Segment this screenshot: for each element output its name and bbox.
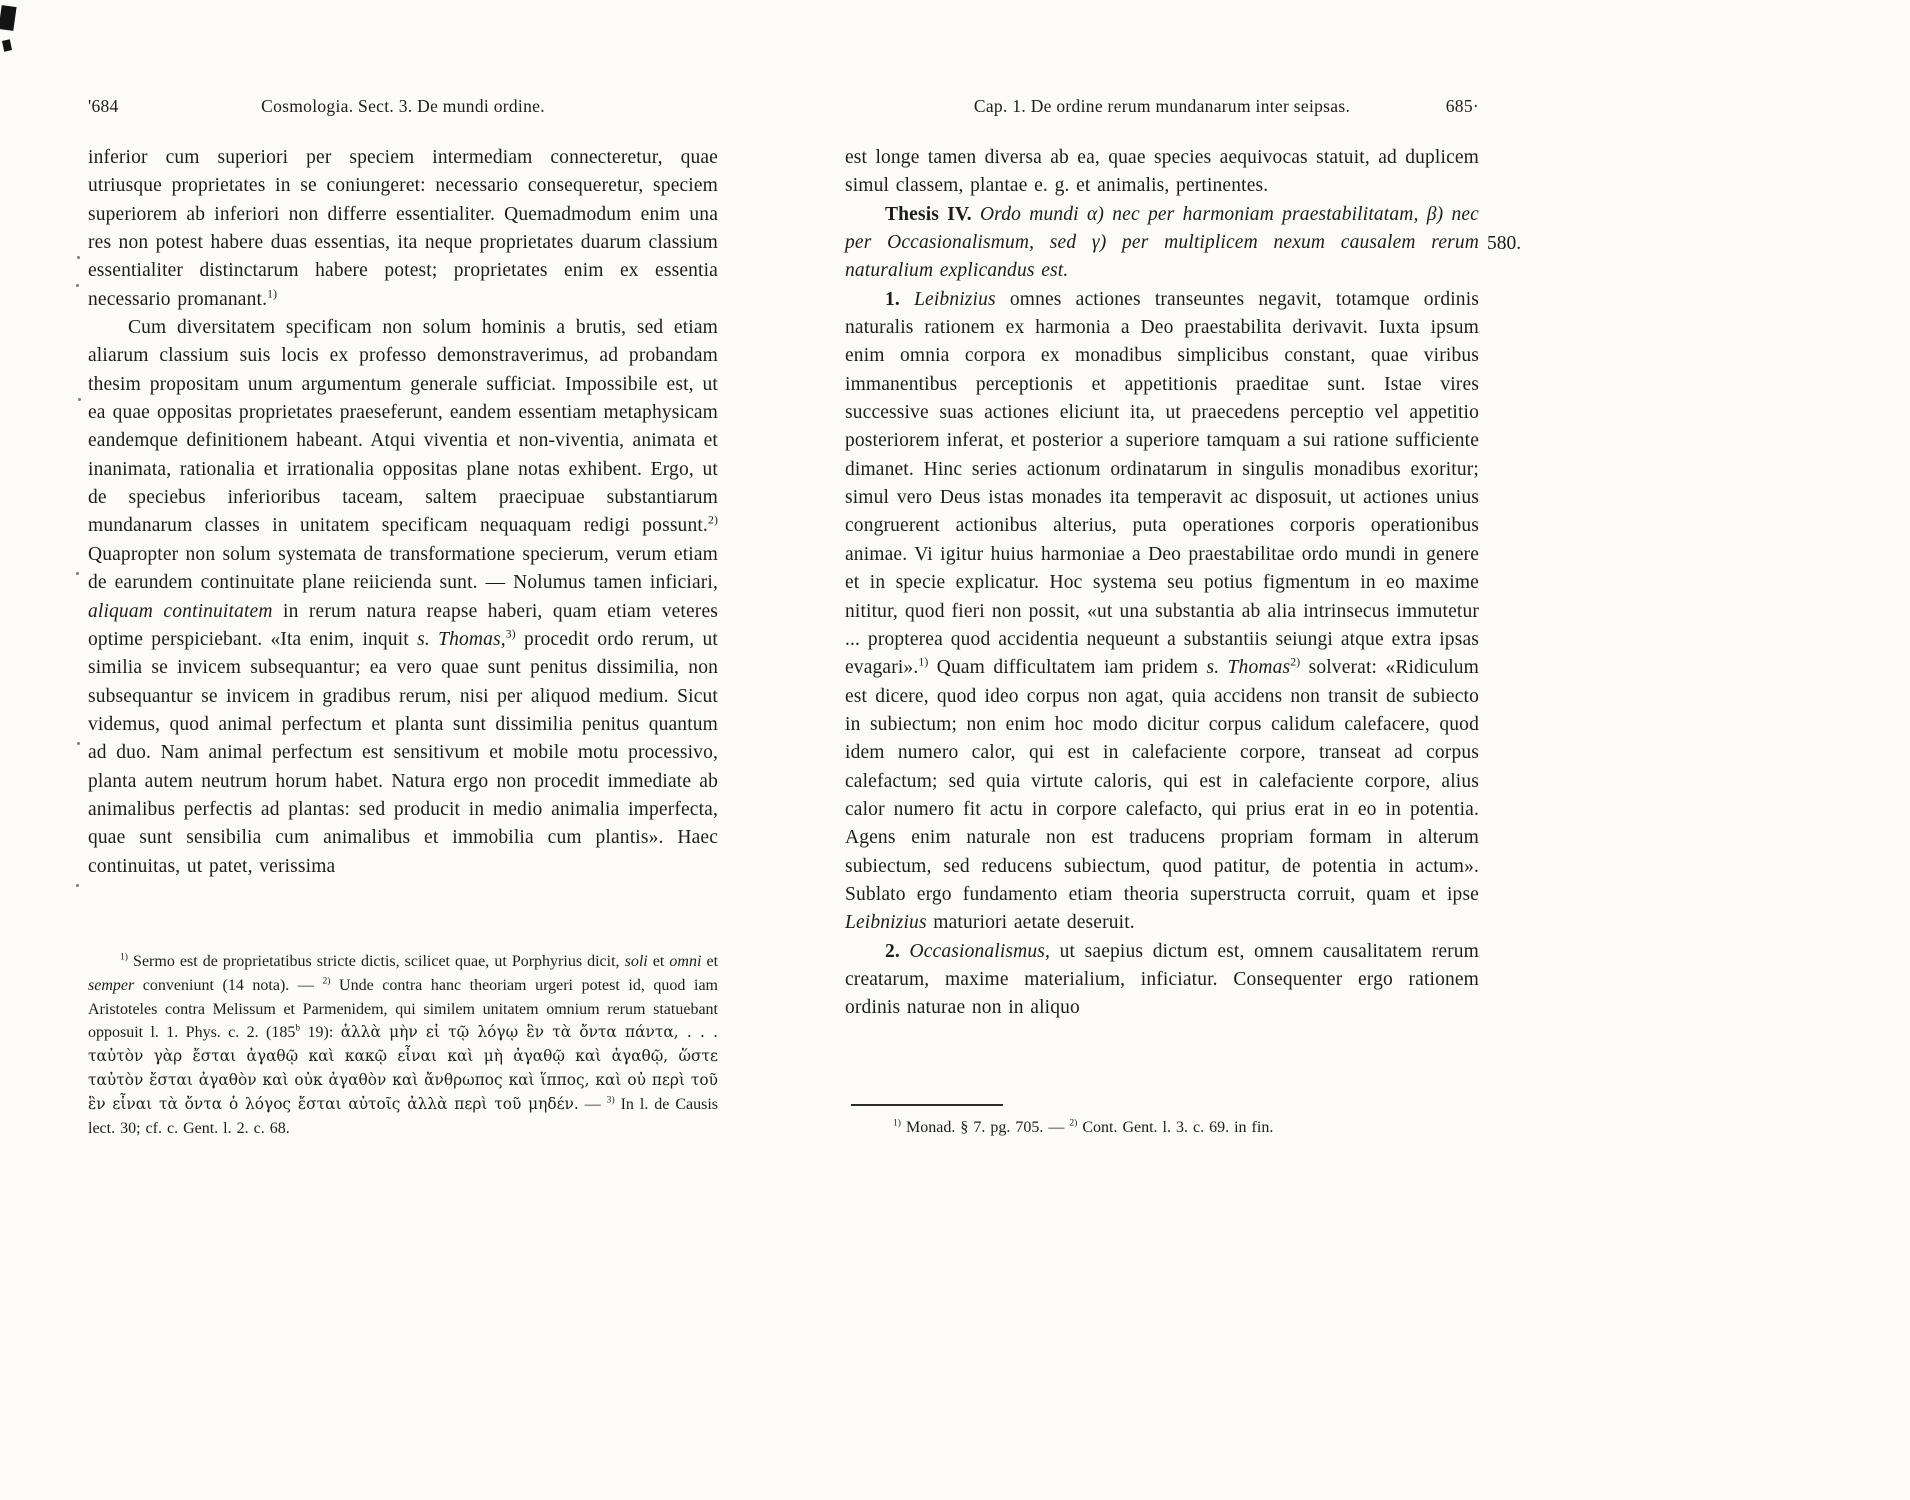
scan-artifact	[2, 39, 12, 51]
text-run: inferior cum superiori per speciem intermediam connecteretur, quae utriusque proprietates in se coniungeret: necessario consequeretur, speciem superiorem ab inferiori non differre essentialiter. Quemadmodum enim una res non potest habere duas essentias, ita neque proprietates duarum classium essentialiter distinctarum habere potest; proprietates enim ex essentia necessario promanant.	[88, 147, 718, 310]
body-text-right	[845, 144, 1479, 1092]
text-run: Cum diversitatem specificam non solum hominis a brutis, sed etiam aliarum classium suis locis ex professo demonstraverimus, ad probandam thesim propositam unum argumentum generale sufficiat. Impossibile est, ut ea quae oppositas proprietates praeseferunt, eandem essentiam metaphysicam eandemque definitionem habeant. Atqui viventia et non-viventia, animata et inanimata, rationalia et irrationalia oppositas plane notas exhibent. Ergo, ut de speciebus inferioribus taceam, saltem praecipuae substantiarum mundanarum classes in unitatem specificam nequaquam redigi possunt.	[88, 317, 718, 537]
text-run: Leibnizius	[845, 912, 927, 934]
text-run: Thesis IV.	[885, 203, 972, 225]
footnote-rule	[851, 1104, 1003, 1106]
text-run: 19):	[300, 1024, 341, 1042]
page-header-left	[88, 96, 718, 126]
scan-speck	[77, 742, 80, 745]
paragraph	[845, 1116, 1479, 1140]
text-run: procedit ordo rerum, ut similia se invicem subsequantur; ea vero quae sunt penitus dissimilia, non subsequantur se invicem in gradibus rerum, nisi per aliquod medium. Sicut videmus, quod animal perfectum et planta sunt dissimilia penitus quantum ad duo. Nam animal perfectum est sensitivum et mobile motu processivo, planta autem neutrum horum habet. Natura ergo non procedit immediate ab animalibus perfectis ad plantas: sed producit in medio animalia imperfecta, quae sunt sensibilia cum animalibus et immobilia cum plantis». Haec continuitas, ut patet, verissima	[88, 628, 718, 877]
scan-speck	[76, 884, 79, 887]
margin-section-number: 580.	[1487, 233, 1522, 254]
paragraph	[845, 286, 1479, 938]
footnote-marker: 2)	[1290, 655, 1301, 669]
scan-artifact	[0, 5, 17, 31]
page-right	[845, 96, 1479, 1140]
text-run: soli	[624, 953, 648, 970]
text-run: —	[578, 1095, 607, 1113]
footnote-marker: 1)	[893, 1117, 901, 1129]
text-run: In l. de Causis lect. 30; cf. c. Gent. l. 2. c. 68.	[88, 1095, 719, 1137]
footnote-marker: b	[295, 1023, 301, 1035]
text-run: omnes actiones transeuntes negavit, totamque ordinis naturalis rationem ex harmonia a Deo praestabilita derivavit. Iuxta ipsum enim omnia corpora ex monadibus simplicibus constant, quae viribus immanentibus perceptionis et appetitionis praeditae sunt. Istae vires successive suas actiones eliciunt ita, ut praecedens perceptio vel appetitio posteriorem inferat, et posterior a superiore tamquam a sui ratione sufficiente dimanet. Hinc series actionum ordinatarum in singulis monadibus exoritur; simul vero Deus istas monades ita temperavit ac disposuit, ut actiones unius congruerent actionibus alterius, puta operationes corporis operationibus animae. Vi igitur huius harmoniae a Deo praestabilitae ordo mundi in genere et in specie explicatur. Hoc systema seu potius figmentum in eo maxime nititur, quod fieri non possit, «ut una substantia ab alia intrinsecus immutetur ... propterea quod accidentia nequeunt a substantiis seiungi atque extra ipsas evagari».	[845, 288, 1480, 679]
text-run: solverat: «Ridiculum est dicere, quod ideo corpus non agat, quia accidens non transit de subiecto in subiectum; non enim hoc modo dicitur corpus calidum calefacere, quod idem numero calor, qui est in calefaciente corpore, transeat ad corpus calefactum; sed quia virtute caloris, qui est in calefaciente corpore, alius calor numero fit actu in corpore calefacto, qui prius erat in eo in potentia. Agens enim naturale non est traducens propriam formam in alterum subiectum, sed reducens subiectum, quod patitur, de potentia in actum». Sublato ergo fundamento etiam theoria superstructa corruit, quam et ipse	[845, 657, 1480, 905]
text-run: s. Thomas,	[417, 628, 506, 650]
text-run: Ordo mundi α) nec per harmoniam praestabilitatam, β) nec per Occasionalismum, sed γ) per multiplicem nexum causalem rerum naturalium explicandus est.	[845, 203, 1479, 282]
footnote-marker: 2)	[1069, 1117, 1078, 1129]
footnotes-left	[88, 950, 718, 1140]
scan-speck	[76, 284, 79, 287]
footnotes-right	[845, 1116, 1479, 1140]
paragraph	[88, 950, 718, 1140]
footnote-marker: 1)	[918, 655, 929, 669]
text-run	[900, 289, 914, 310]
text-run: et	[701, 953, 719, 970]
text-run: est longe tamen diversa ab ea, quae species aequivocas statuit, ad duplicem simul classem, plantae e. g. et animalis, pertinentes.	[845, 147, 1479, 197]
page-number-left: '684	[88, 96, 119, 116]
text-run: Leibnizius	[914, 288, 996, 310]
text-run: in rerum natura reapse haberi, quam etiam veteres optime perspiciebant. «Ita enim, inquit	[88, 600, 718, 650]
footnote-marker: 3)	[505, 627, 516, 641]
text-run: aliquam continuitatem	[88, 600, 273, 622]
text-run: 1.	[885, 288, 900, 310]
scan-speck	[77, 256, 80, 259]
text-run: ἀλλὰ μὴν εἰ τῷ λόγῳ ἓν τὰ ὄντα πάντα, . . . ταὐτὸν γὰρ ἔσται ἀγαθῷ καὶ κακῷ εἶναι καὶ μὴ ἀγαθῷ καὶ ἀγαθῷ, ὥστε ταὐτὸν ἔσται ἀγαθὸν καὶ οὐκ ἀγαθὸν καὶ ἄνθρωπος καὶ ἵππος, καὶ οὐ περὶ τοῦ ἓν εἶναι τὰ ὄντα ὁ λόγος ἔσται αὐτοῖς ἀλλὰ περὶ τοῦ μηδέν.	[88, 1023, 719, 1113]
text-run: ut saepius dictum est, omnem causalitatem rerum creatarum, maxime materialium, inficiatur. Consequenter ergo rationem ordinis naturae non in aliquo	[845, 940, 1479, 1019]
footnote-marker: 2)	[322, 975, 331, 987]
text-run: Occasionalismus,	[909, 940, 1051, 962]
text-run	[900, 941, 910, 962]
page-header-right	[845, 96, 1479, 126]
footnote-marker: 1)	[120, 951, 128, 963]
footnote-marker: 3)	[606, 1094, 615, 1106]
text-run: Quapropter non solum systemata de transformatione specierum, verum etiam de earundem continuitate plane reiicienda sunt. — Nolumus tamen inficiari,	[88, 543, 718, 594]
text-run: Monad. § 7. pg. 705. —	[901, 1119, 1070, 1136]
paragraph	[845, 144, 1479, 201]
footnote-marker: 2)	[707, 513, 718, 527]
body-text-left	[88, 144, 718, 950]
text-run: Sermo est de proprietatibus stricte dictis, scilicet quae, ut Porphyrius dicit,	[128, 953, 625, 970]
paragraph	[845, 201, 1479, 286]
page-number-right: 685·	[1445, 96, 1479, 116]
scan-speck	[76, 572, 79, 575]
text-run: 2.	[885, 940, 900, 962]
running-title-right: Cap. 1. De ordine rerum mundanarum inter seipsas.	[973, 96, 1351, 116]
text-run: conveniunt (14 nota). —	[134, 976, 323, 994]
paragraph	[845, 938, 1479, 1023]
text-run: maturiori aetate deseruit.	[926, 912, 1135, 934]
scan-speck	[78, 398, 81, 401]
text-run: Cont. Gent. l. 3. c. 69. in fin.	[1077, 1119, 1274, 1136]
page-left	[88, 96, 718, 1140]
paragraph	[88, 314, 718, 881]
text-run: omni	[669, 953, 702, 970]
running-title-left: Cosmologia. Sect. 3. De mundi ordine.	[261, 96, 545, 116]
footnote-marker: 1)	[267, 287, 278, 301]
paragraph	[88, 144, 718, 314]
text-run: Quam difficultatem iam pridem	[928, 657, 1207, 679]
text-run: et	[647, 953, 670, 970]
text-run: semper	[88, 976, 135, 994]
text-run: s. Thomas	[1206, 657, 1291, 679]
text-run: Unde contra hanc theoriam urgeri potest id, quod iam Aristoteles contra Melissum et Parmenidem, qui similem unitatem omnium rerum statuebant opposuit l. 1. Phys. c. 2. (185	[88, 976, 718, 1042]
